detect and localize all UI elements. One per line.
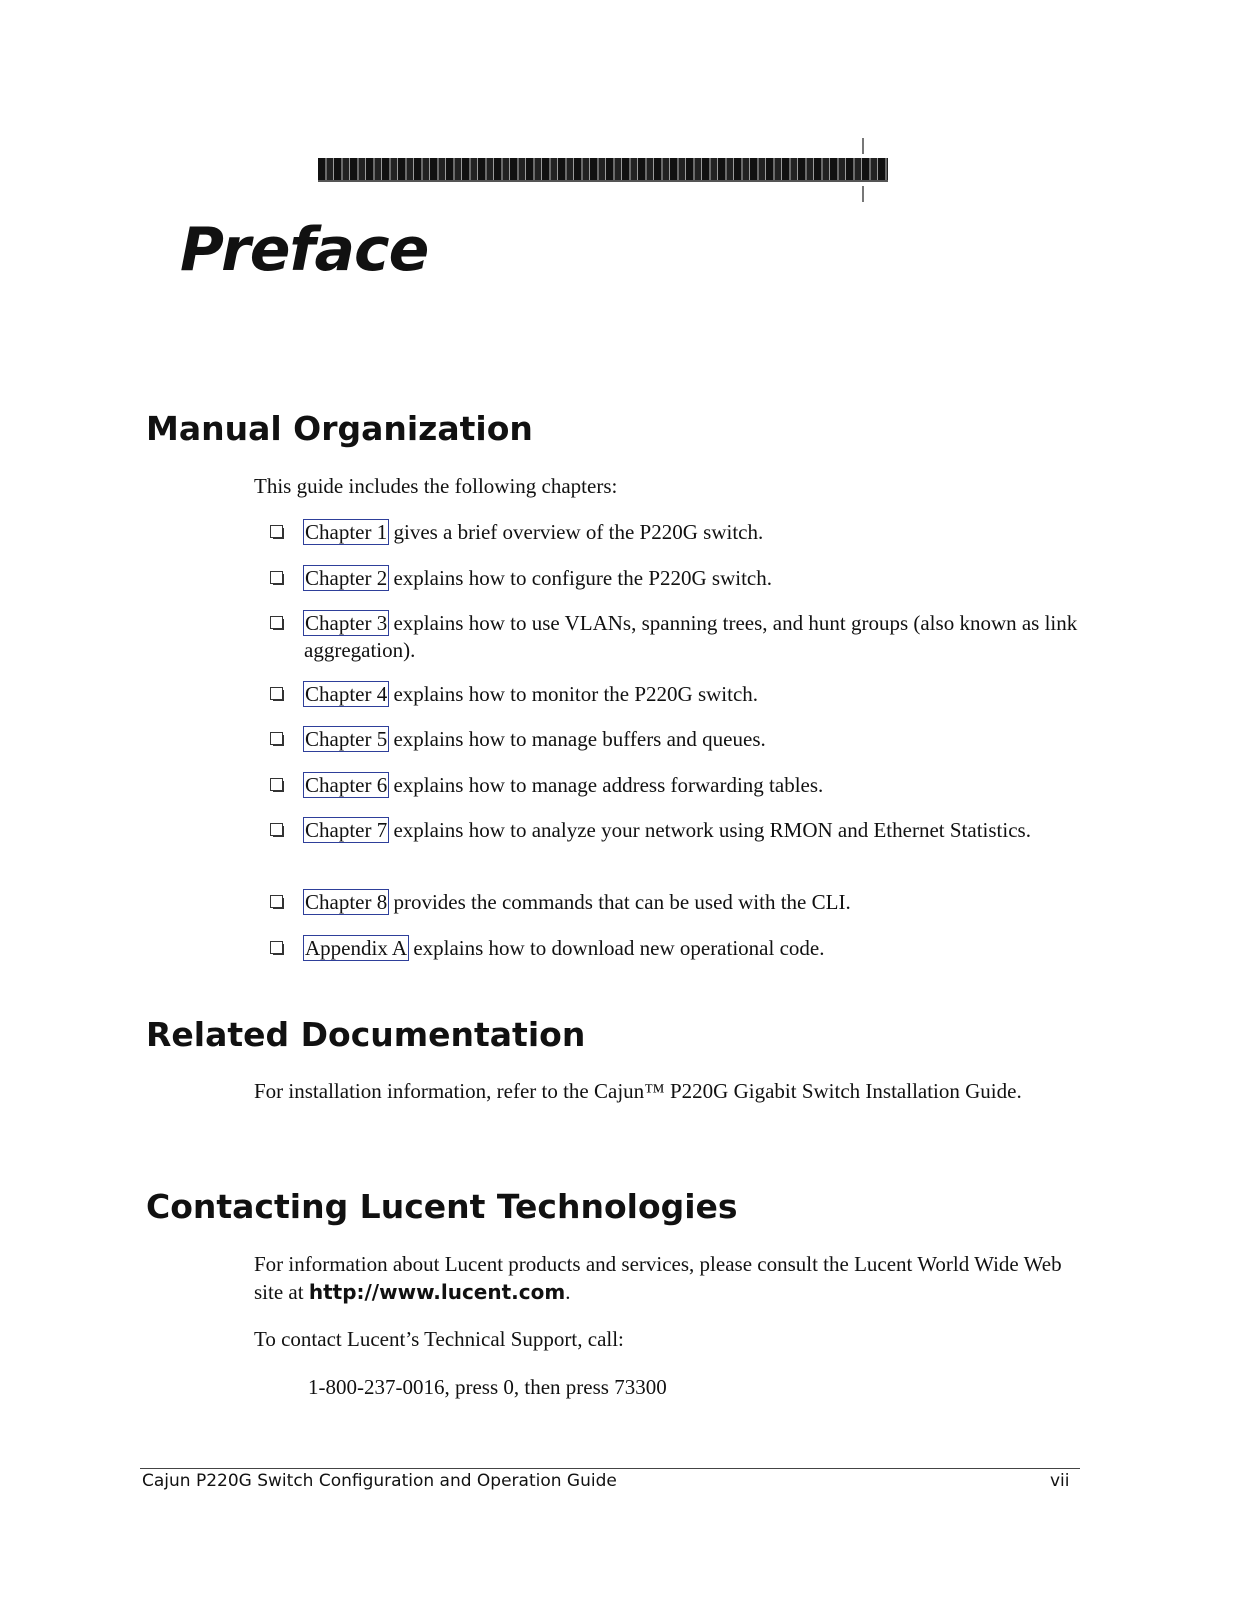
- checkbox-bullet-icon: [270, 778, 283, 791]
- chapter-3-link[interactable]: Chapter 3: [305, 611, 388, 635]
- header-banner: [318, 158, 888, 180]
- chapter-7-link[interactable]: Chapter 7: [305, 818, 388, 842]
- manual-organization-intro: This guide includes the following chapters:: [254, 474, 618, 498]
- page-number: vii: [1050, 1471, 1070, 1491]
- list-item-text: explains how to use VLANs, spanning trees, and hunt groups (also known as link aggregation).: [304, 611, 1078, 662]
- chapter-6-link[interactable]: Chapter 6: [305, 773, 388, 797]
- contacting-text: [254, 1250, 1084, 1306]
- banner-tick-bottom: [862, 186, 864, 202]
- checkbox-bullet-icon: [270, 941, 283, 954]
- contacting-text-after: .: [565, 1280, 571, 1304]
- list-item-text: explains how to manage buffers and queues.: [388, 727, 766, 751]
- checkbox-bullet-icon: [270, 823, 283, 836]
- checkbox-bullet-icon: [270, 732, 283, 745]
- list-item-text: explains how to analyze your network using RMON and Ethernet Statistics.: [388, 818, 1031, 842]
- page-title: Preface: [180, 215, 429, 285]
- list-item-text: explains how to manage address forwarding tables.: [388, 773, 824, 797]
- footer-title: Cajun P220G Switch Configuration and Operation Guide: [142, 1471, 617, 1491]
- footer-divider: [140, 1468, 1080, 1469]
- chapter-1-link[interactable]: Chapter 1: [305, 520, 388, 544]
- list-item-text: provides the commands that can be used with the CLI.: [388, 890, 851, 914]
- banner-tick-top: [862, 138, 864, 154]
- chapter-8-link[interactable]: Chapter 8: [305, 890, 388, 914]
- section-heading-related-documentation: Related Documentation: [146, 1015, 586, 1054]
- support-intro: To contact Lucent’s Technical Support, call:: [254, 1327, 624, 1351]
- support-phone: 1-800-237-0016, press 0, then press 73300: [308, 1375, 667, 1399]
- list-item-text: gives a brief overview of the P220G switch.: [388, 520, 764, 544]
- checkbox-bullet-icon: [270, 616, 283, 629]
- checkbox-bullet-icon: [270, 895, 283, 908]
- checkbox-bullet-icon: [270, 571, 283, 584]
- list-item-text: explains how to monitor the P220G switch.: [388, 682, 759, 706]
- section-heading-contacting-lucent: Contacting Lucent Technologies: [146, 1187, 738, 1226]
- contacting-text-before: For information about Lucent products and services, please consult the Lucent World Wide Web site at: [254, 1252, 1062, 1304]
- appendix-a-link[interactable]: Appendix A: [305, 936, 408, 960]
- list-item-text: explains how to configure the P220G switch.: [388, 566, 773, 590]
- chapter-4-link[interactable]: Chapter 4: [305, 682, 388, 706]
- list-item-text: explains how to download new operational code.: [408, 936, 825, 960]
- checkbox-bullet-icon: [270, 525, 283, 538]
- related-documentation-text: For installation information, refer to the Cajun™ P220G Gigabit Switch Installation Guide.: [254, 1079, 1022, 1103]
- section-heading-manual-organization: Manual Organization: [146, 409, 533, 448]
- checkbox-bullet-icon: [270, 687, 283, 700]
- chapter-2-link[interactable]: Chapter 2: [305, 566, 388, 590]
- chapter-5-link[interactable]: Chapter 5: [305, 727, 388, 751]
- lucent-website-url: http://www.lucent.com: [308, 1280, 566, 1304]
